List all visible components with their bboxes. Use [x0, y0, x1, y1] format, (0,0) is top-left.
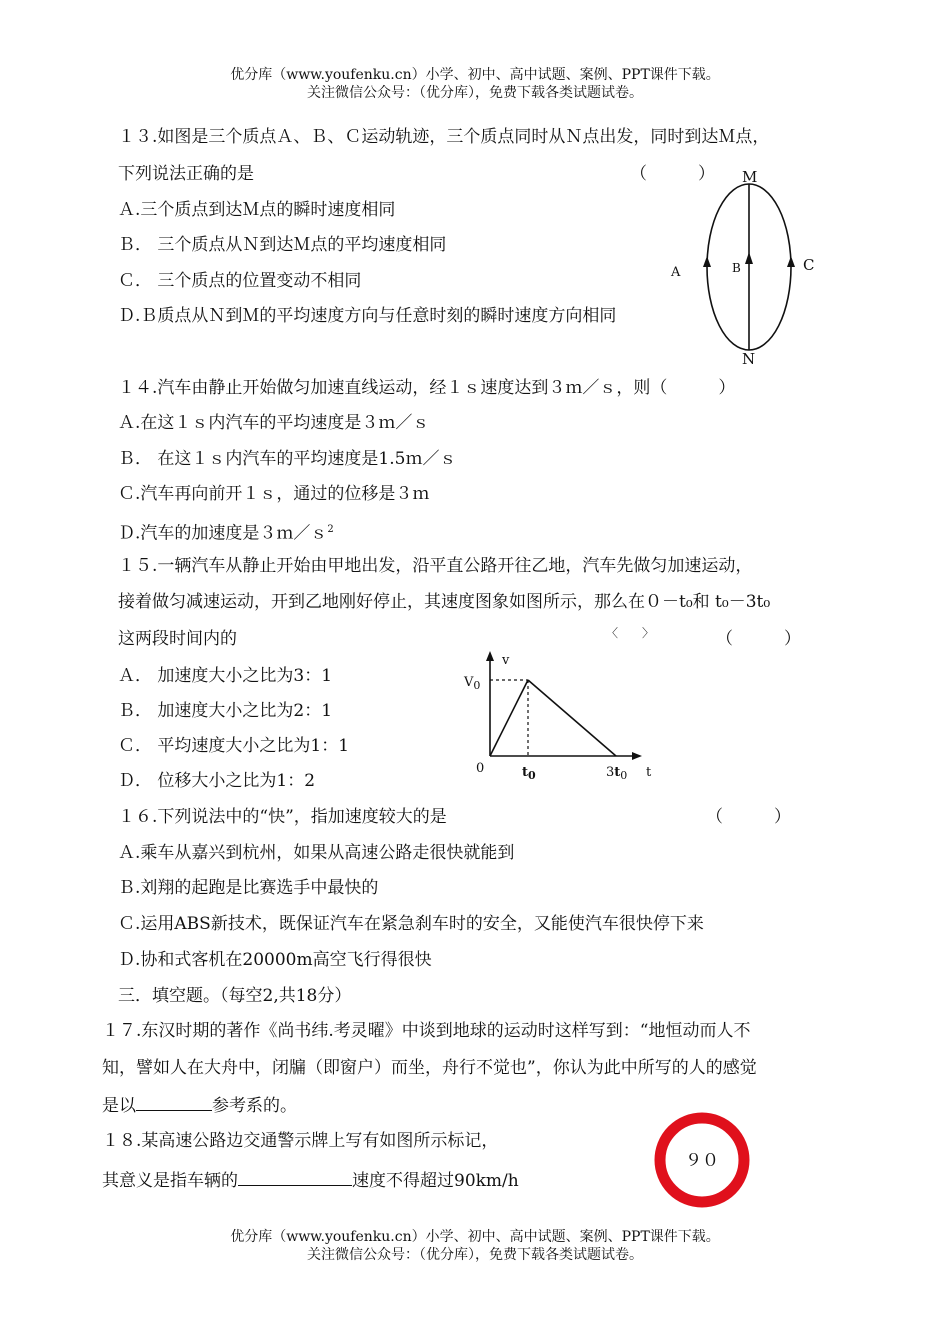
t0-sub: 0 [528, 769, 536, 782]
q16-answer-bracket: （ ） [706, 807, 791, 827]
t3-label [606, 765, 627, 782]
arrow-c-icon [787, 256, 795, 267]
q15-stem-line-1: １５.一辆汽车从静止开始由甲地出发，沿平直公路开往乙地，汽车先做匀加速运动， [118, 556, 753, 576]
q18-answer-blank[interactable] [238, 1169, 352, 1186]
q15-option-d: Ｄ． 位移大小之比为1：2 [118, 771, 316, 791]
q18-line-2-pre: 其意义是指车辆的 [102, 1171, 238, 1191]
q13-option-c: Ｃ． 三个质点的位置变动不相同 [118, 271, 362, 291]
q13-option-d: Ｄ.Ｂ质点从Ｎ到Ｍ的平均速度方向与任意时刻的瞬时速度方向相同 [118, 306, 617, 326]
q17-line-3 [102, 1094, 297, 1117]
q17-answer-blank[interactable] [136, 1094, 212, 1111]
q14-option-b: Ｂ． 在这１ｓ内汽车的平均速度是1.5ｍ／ｓ [118, 449, 457, 469]
q17-line-3-pre: 是以 [102, 1096, 136, 1116]
q14-option-d-text: Ｄ.汽车的加速度是３ｍ／ｓ [118, 523, 328, 544]
t0-label [522, 765, 536, 782]
q15-option-b: Ｂ． 加速度大小之比为2：1 [118, 701, 333, 721]
q15-velocity-time-graph [462, 648, 672, 788]
q14-stem: １４.汽车由静止开始做匀加速直线运动，经１ｓ速度达到３ｍ／ｓ，则（ ） [118, 378, 736, 398]
q13-stem-line-1: １３.如图是三个质点Ａ、Ｂ、Ｃ运动轨迹，三个质点同时从Ｎ点出发，同时到达Ｍ点， [118, 127, 770, 147]
q16-option-a: Ａ.乘车从嘉兴到杭州，如果从高速公路走很快就能到 [118, 843, 515, 863]
q16-option-b: Ｂ.刘翔的起跑是比赛选手中最快的 [118, 878, 379, 898]
v0-label [463, 675, 480, 692]
speed-limit-sign [652, 1110, 752, 1210]
t-axis-arrow-icon [632, 752, 642, 760]
v-axis-arrow-icon [486, 651, 494, 661]
q14-option-a: Ａ.在这１ｓ内汽车的平均速度是３ｍ／ｓ [118, 413, 430, 433]
origin-label: 0 [476, 761, 485, 776]
arrow-b-icon [745, 252, 753, 264]
q14-option-d [118, 519, 334, 545]
q18-line-2 [102, 1169, 519, 1192]
q13-stem-line-2: 下列说法正确的是 [118, 164, 254, 184]
q18-line-2-post: 速度不得超过90km/h [352, 1171, 519, 1191]
section-3-title: 三．填空题。（每空2,共18分） [118, 986, 352, 1006]
v-axis-label: v [502, 653, 510, 668]
q15-option-c: Ｃ． 平均速度大小之比为1：1 [118, 736, 350, 756]
accel-segment [490, 680, 528, 756]
header-line-1: 优分库（www.youfenku.cn）小学、初中、高中试题、案例、PPT课件下载。 [230, 67, 720, 83]
q13-option-b: Ｂ． 三个质点从Ｎ到达Ｍ点的平均速度相同 [118, 235, 447, 255]
speed-limit-value: ９０ [685, 1151, 719, 1171]
q18-line-1: １８.某高速公路边交通警示牌上写有如图所示标记， [102, 1131, 499, 1151]
footer-line-2: 关注微信公众号：（优分库），免费下载各类试题试卷。 [307, 1247, 643, 1263]
t3-prefix: 3 [606, 765, 615, 780]
label-b: B [732, 261, 741, 275]
q17-line-2: 知，譬如人在大舟中，闭牖（即窗户）而坐，舟行不觉也”，你认为此中所写的人的感觉 [102, 1058, 757, 1078]
t3-main: t [614, 765, 621, 780]
q14-option-c: Ｃ.汽车再向前开１ｓ，通过的位移是３ｍ [118, 484, 430, 504]
t-axis-label: t [646, 765, 652, 780]
label-n: N [742, 350, 756, 368]
q15-tick-marks: 〈 〉 [606, 626, 655, 640]
label-m: M [742, 168, 758, 186]
q16-stem: １６.下列说法中的“快”，指加速度较大的是 [118, 807, 447, 827]
q15-option-a: Ａ． 加速度大小之比为3：1 [118, 666, 333, 686]
v0-main: V [464, 675, 474, 690]
t3-sub: 0 [620, 769, 628, 782]
q13-answer-bracket: （ ） [630, 164, 715, 184]
footer-line-1: 优分库（www.youfenku.cn）小学、初中、高中试题、案例、PPT课件下载。 [230, 1229, 720, 1245]
q13-trajectory-figure [665, 168, 825, 368]
decel-segment [528, 680, 616, 756]
q16-option-d: Ｄ.协和式客机在20000m高空飞行得很快 [118, 950, 432, 970]
q17-line-1: １７.东汉时期的著作《尚书纬.考灵曜》中谈到地球的运动时这样写到：“地恒动而人不 [102, 1021, 751, 1041]
t0-main: t [522, 765, 529, 780]
q17-line-3-post: 参考系的。 [212, 1096, 297, 1116]
header-line-2: 关注微信公众号：（优分库），免费下载各类试题试卷。 [307, 85, 643, 101]
arrow-a-icon [703, 256, 711, 267]
q16-option-c: Ｃ.运用ABS新技术，既保证汽车在紧急刹车时的安全，又能使汽车很快停下来 [118, 914, 704, 934]
q13-option-a: Ａ.三个质点到达Ｍ点的瞬时速度相同 [118, 200, 396, 220]
q14-option-d-sup: 2 [327, 524, 334, 535]
label-c: C [803, 256, 815, 274]
q15-stem-line-2: 接着做匀减速运动，开到乙地刚好停止，其速度图象如图所示，那么在０－t₀和 t₀－3t₀ [118, 592, 771, 612]
q15-stem-line-3: 这两段时间内的 [118, 629, 237, 649]
v0-sub: 0 [473, 679, 481, 692]
q15-answer-bracket: （ ） [716, 629, 801, 649]
label-a: A [671, 265, 681, 280]
